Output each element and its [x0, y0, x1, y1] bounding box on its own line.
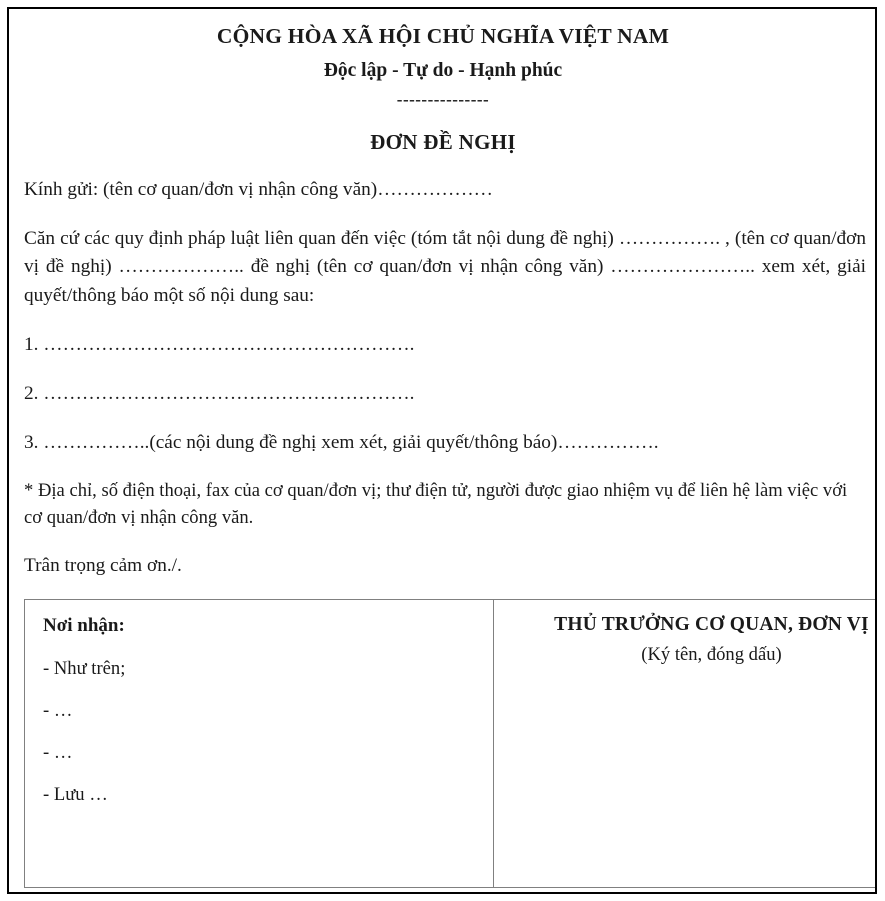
- separator-rule: ---------------: [396, 90, 490, 110]
- footnote-paragraph: * Địa chỉ, số điện thoại, fax của cơ quan/đơn vị; thư điện tử, người được giao nhiệm vụ để liên hệ làm việc với cơ quan/đơn vị nhận công văn.: [24, 480, 848, 529]
- document-body: [9, 176, 877, 578]
- recipient-item: - Lưu …: [43, 784, 108, 806]
- document-page: [7, 7, 877, 894]
- closing-line: Trân trọng cảm ơn./.: [24, 554, 182, 576]
- numbered-item-1: 1. ………………………………………………….: [24, 334, 415, 356]
- main-paragraph: Căn cứ các quy định pháp luật liên quan đến việc (tóm tắt nội dung đề nghị) ……………. , (tên cơ quan/đơn vị đề nghị) ……………….. đề nghị (tên cơ quan/đơn vị nhận công văn) ………………….. xem xét, giải quyết/thông báo một số nội dung sau:: [24, 227, 866, 306]
- signer-note: (Ký tên, đóng dấu): [641, 644, 782, 666]
- national-motto: Độc lập - Tự do - Hạnh phúc: [323, 59, 563, 81]
- page-content: [9, 9, 877, 894]
- numbered-item-3: 3. ……………..(các nội dung đề nghị xem xét, giải quyết/thông báo)…………….: [24, 432, 659, 454]
- national-title: CỘNG HÒA XÃ HỘI CHỦ NGHĨA VIỆT NAM: [216, 24, 670, 48]
- recipients-cell: [25, 600, 494, 887]
- addressee-line: Kính gửi: (tên cơ quan/đơn vị nhận công văn)………………: [24, 179, 493, 201]
- recipient-item: - …: [43, 742, 73, 764]
- numbered-item-2: 2. ………………………………………………….: [24, 383, 415, 405]
- signer-cell: [494, 600, 877, 887]
- recipient-item: - Như trên;: [43, 657, 126, 679]
- signer-heading: THỦ TRƯỞNG CƠ QUAN, ĐƠN VỊ: [554, 614, 869, 635]
- document-title: ĐƠN ĐỀ NGHỊ: [370, 129, 516, 154]
- recipient-item: - …: [43, 699, 73, 721]
- document-header: [9, 9, 877, 155]
- recipients-heading: Nơi nhận:: [43, 615, 125, 636]
- signature-table: [24, 599, 877, 888]
